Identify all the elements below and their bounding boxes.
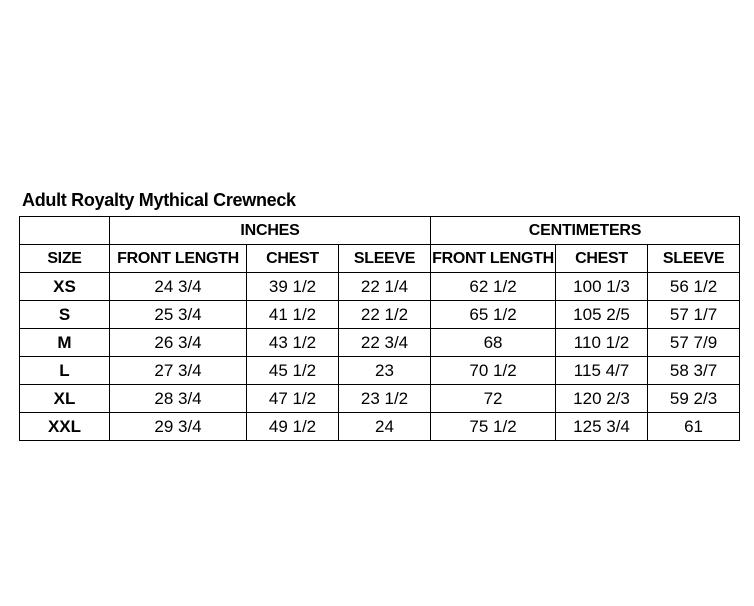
cm-sleeve-cell: 59 2/3 (648, 385, 740, 413)
cm-front-length-cell: 72 (431, 385, 556, 413)
column-header-cm-chest: CHEST (556, 245, 648, 273)
column-header-row (20, 245, 740, 273)
in-front-length-cell: 29 3/4 (110, 413, 247, 441)
size-cell: M (20, 329, 110, 357)
table-row (20, 301, 740, 329)
in-front-length-cell: 25 3/4 (110, 301, 247, 329)
in-front-length-cell: 26 3/4 (110, 329, 247, 357)
cm-front-length-cell: 68 (431, 329, 556, 357)
size-cell: L (20, 357, 110, 385)
cm-sleeve-cell: 61 (648, 413, 740, 441)
cm-chest-cell: 125 3/4 (556, 413, 648, 441)
in-front-length-cell: 28 3/4 (110, 385, 247, 413)
group-header-centimeters: CENTIMETERS (431, 217, 740, 245)
size-cell: XS (20, 273, 110, 301)
in-sleeve-cell: 23 (339, 357, 431, 385)
in-chest-cell: 49 1/2 (247, 413, 339, 441)
table-body (20, 273, 740, 441)
in-chest-cell: 47 1/2 (247, 385, 339, 413)
group-header-row (20, 217, 740, 245)
in-chest-cell: 43 1/2 (247, 329, 339, 357)
cm-chest-cell: 105 2/5 (556, 301, 648, 329)
table-row (20, 385, 740, 413)
cm-chest-cell: 115 4/7 (556, 357, 648, 385)
cm-chest-cell: 110 1/2 (556, 329, 648, 357)
cm-sleeve-cell: 58 3/7 (648, 357, 740, 385)
in-chest-cell: 39 1/2 (247, 273, 339, 301)
cm-sleeve-cell: 57 1/7 (648, 301, 740, 329)
column-header-size: SIZE (20, 245, 110, 273)
in-sleeve-cell: 24 (339, 413, 431, 441)
in-chest-cell: 45 1/2 (247, 357, 339, 385)
group-header-inches: INCHES (110, 217, 431, 245)
in-sleeve-cell: 22 3/4 (339, 329, 431, 357)
table-header (20, 217, 740, 273)
in-sleeve-cell: 22 1/2 (339, 301, 431, 329)
column-header-in-front-length: FRONT LENGTH (110, 245, 247, 273)
in-chest-cell: 41 1/2 (247, 301, 339, 329)
table-row (20, 273, 740, 301)
header-blank-cell (20, 217, 110, 245)
cm-sleeve-cell: 56 1/2 (648, 273, 740, 301)
column-header-cm-sleeve: SLEEVE (648, 245, 740, 273)
size-cell: XXL (20, 413, 110, 441)
column-header-in-sleeve: SLEEVE (339, 245, 431, 273)
size-cell: S (20, 301, 110, 329)
cm-front-length-cell: 75 1/2 (431, 413, 556, 441)
table-row (20, 413, 740, 441)
column-header-in-chest: CHEST (247, 245, 339, 273)
in-sleeve-cell: 23 1/2 (339, 385, 431, 413)
in-front-length-cell: 27 3/4 (110, 357, 247, 385)
cm-front-length-cell: 65 1/2 (431, 301, 556, 329)
size-cell: XL (20, 385, 110, 413)
cm-front-length-cell: 62 1/2 (431, 273, 556, 301)
size-chart-table (19, 216, 740, 441)
page-title: Adult Royalty Mythical Crewneck (22, 190, 296, 210)
in-sleeve-cell: 22 1/4 (339, 273, 431, 301)
cm-chest-cell: 120 2/3 (556, 385, 648, 413)
table-row (20, 329, 740, 357)
in-front-length-cell: 24 3/4 (110, 273, 247, 301)
cm-sleeve-cell: 57 7/9 (648, 329, 740, 357)
column-header-cm-front-length: FRONT LENGTH (431, 245, 556, 273)
cm-front-length-cell: 70 1/2 (431, 357, 556, 385)
table-row (20, 357, 740, 385)
cm-chest-cell: 100 1/3 (556, 273, 648, 301)
